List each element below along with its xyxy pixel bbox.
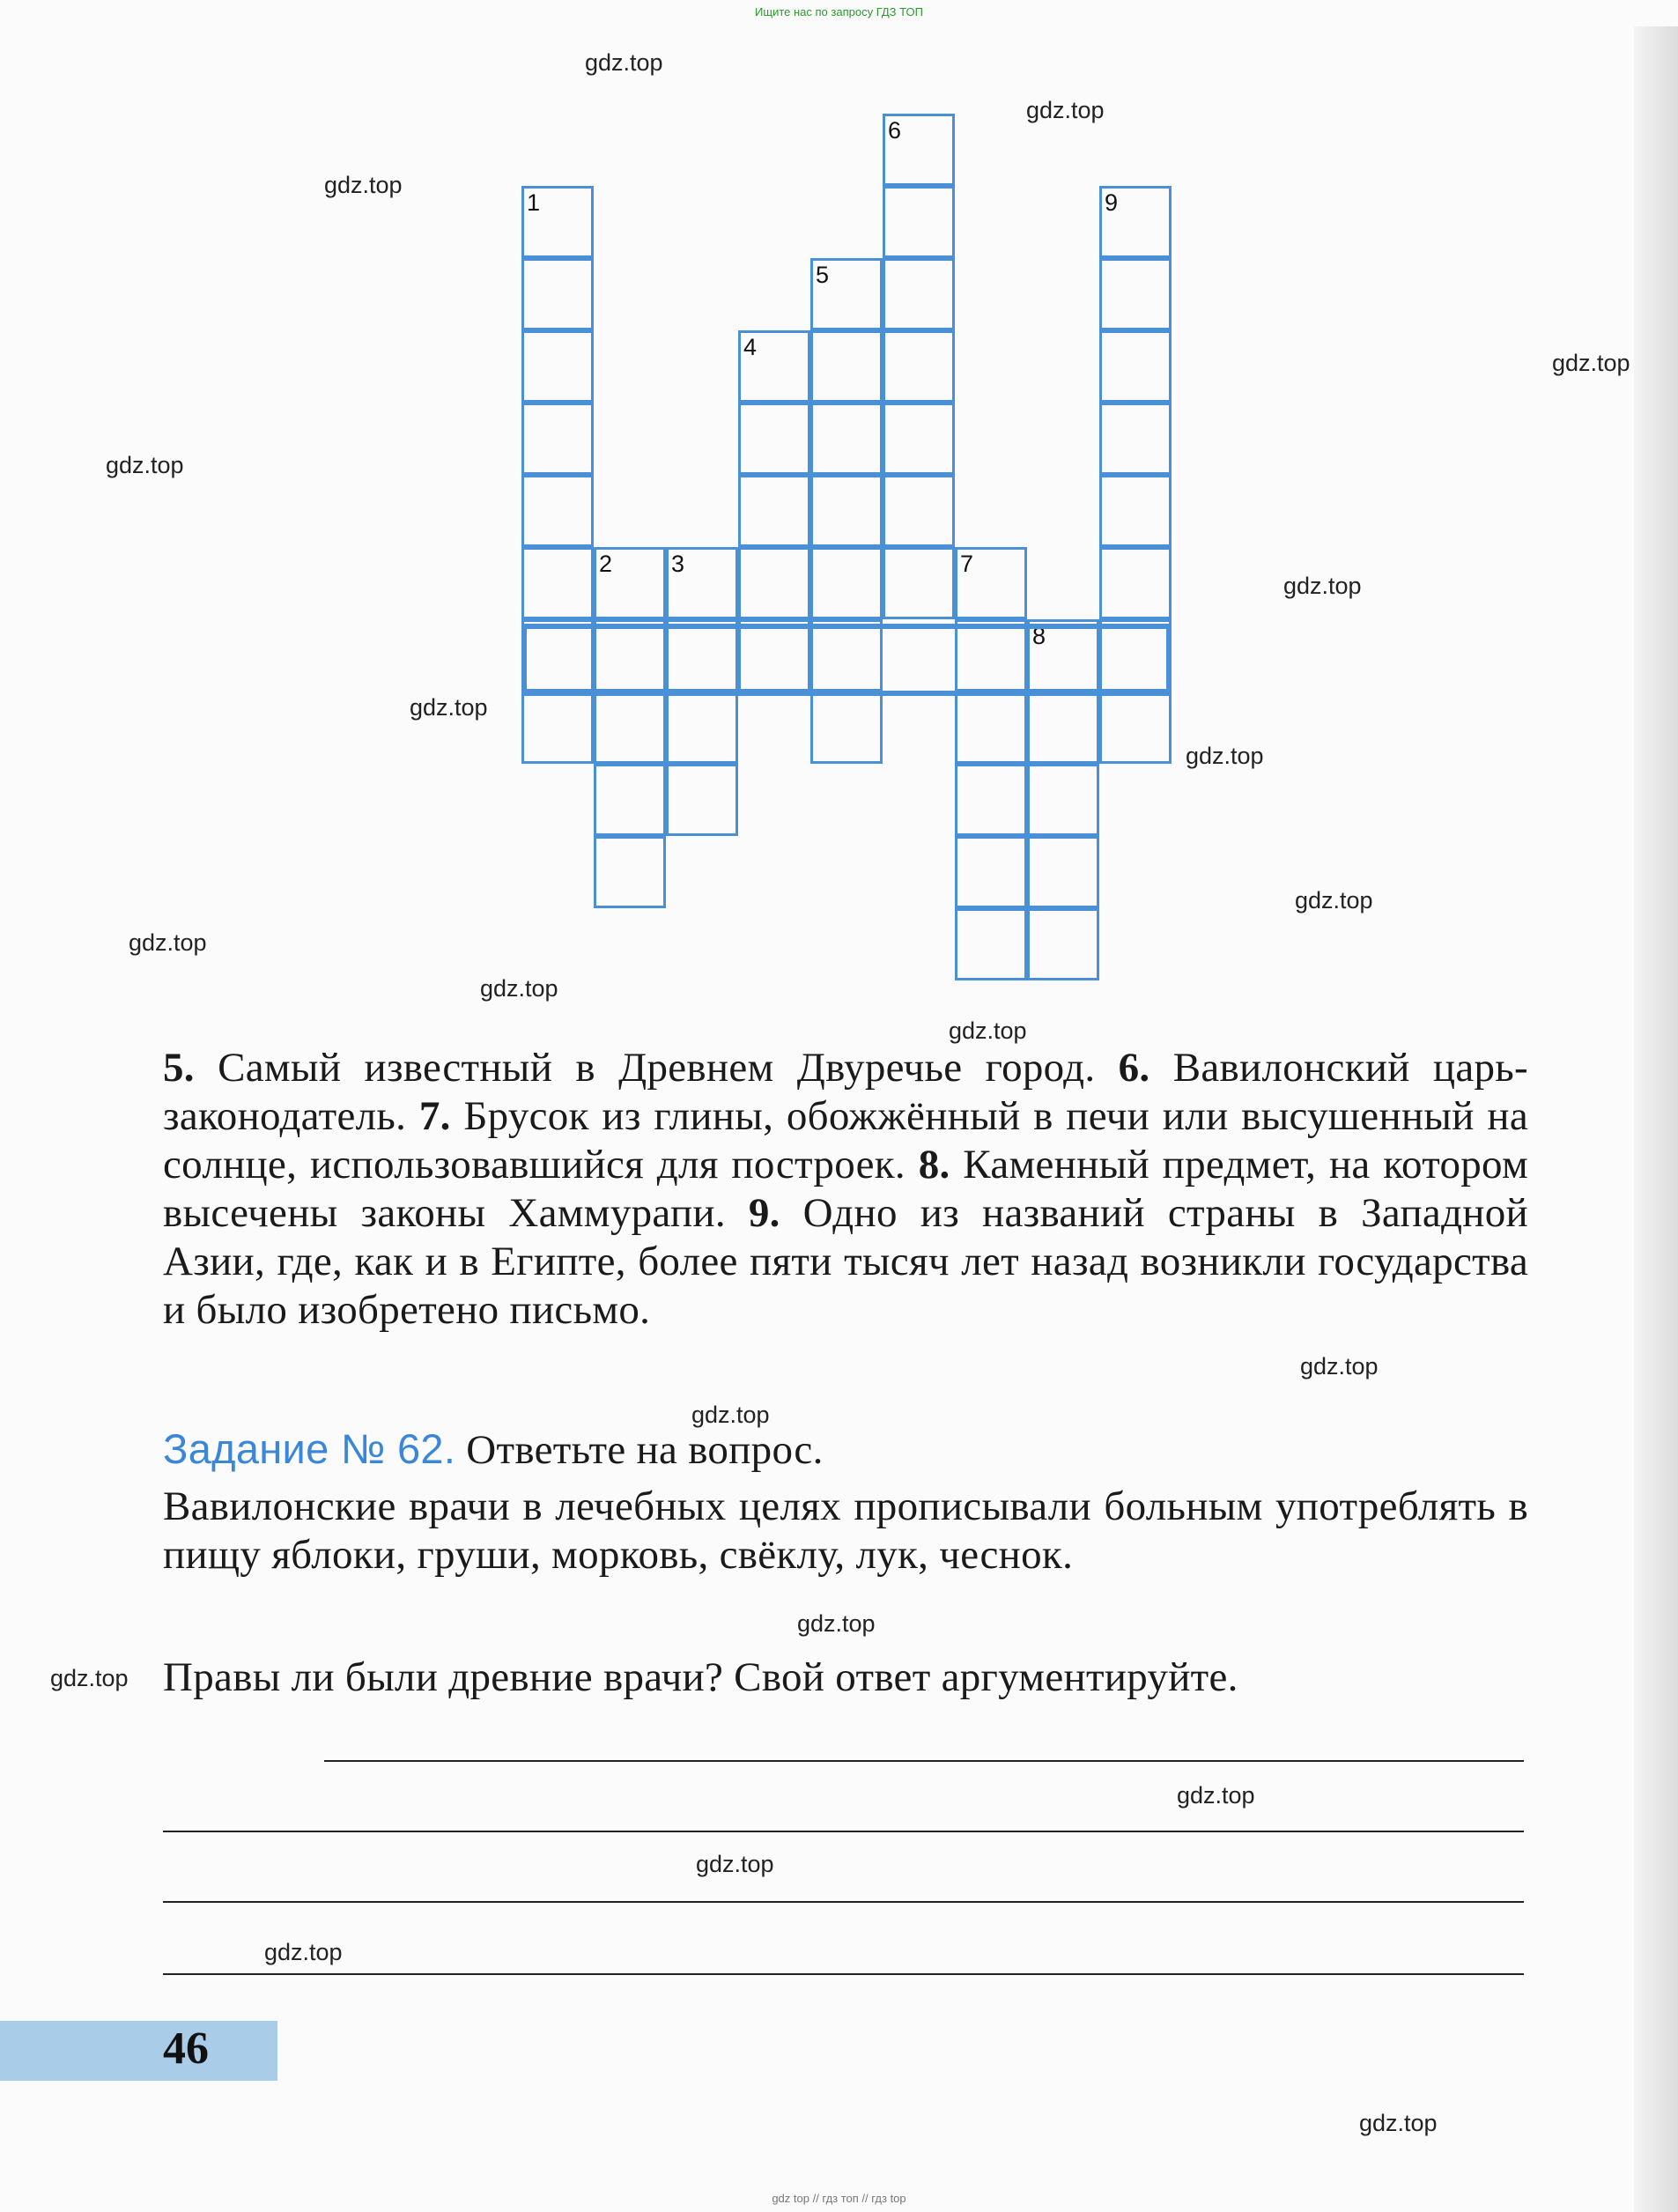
crossword-cell[interactable]	[666, 692, 738, 764]
crossword-cell[interactable]	[955, 908, 1027, 980]
crossword-cell[interactable]	[1099, 692, 1172, 764]
crossword-cell[interactable]	[521, 330, 594, 403]
crossword-cell[interactable]	[1027, 764, 1099, 836]
watermark-text[interactable]: gdz.top	[691, 1402, 770, 1428]
task-62-heading	[163, 1424, 1528, 1475]
watermark-text[interactable]: gdz.top	[797, 1610, 876, 1637]
watermark-text[interactable]: gdz.top	[1177, 1782, 1255, 1809]
crossword-cell[interactable]	[521, 403, 594, 475]
crossword-number-5: 5	[816, 262, 830, 288]
crossword-number-4: 4	[743, 334, 758, 360]
answer-line-4[interactable]	[163, 1973, 1524, 1975]
answer-line-3[interactable]	[163, 1901, 1524, 1903]
page-number-bar	[0, 2021, 277, 2081]
footer-note[interactable]: gdz top // гдз топ // гдз top	[772, 2192, 906, 2205]
watermark-text[interactable]: gdz.top	[129, 929, 207, 956]
crossword-cell[interactable]	[955, 692, 1027, 764]
watermark-text[interactable]: gdz.top	[1295, 887, 1373, 914]
crossword-cell[interactable]	[1027, 836, 1099, 908]
crossword-number-8: 8	[1032, 623, 1046, 649]
crossword-number-7: 7	[960, 551, 974, 577]
crossword-cell[interactable]	[738, 403, 810, 475]
crossword-cell[interactable]	[1099, 547, 1172, 619]
watermark-text[interactable]: gdz.top	[1359, 2110, 1438, 2136]
crossword-number-6: 6	[888, 117, 902, 144]
crossword-cell[interactable]	[1099, 330, 1172, 403]
watermark-text[interactable]: gdz.top	[50, 1665, 129, 1691]
crossword-cell[interactable]	[594, 836, 666, 908]
page-number: 46	[163, 2023, 209, 2074]
crossword-cell[interactable]	[738, 475, 810, 547]
clue-text-8: Каменный предмет, на котором высечены законы Хаммурапи.	[163, 1142, 1528, 1236]
clue-text-9: Одно из названий страны в Западной Азии, где, как и в Египте, более пяти тысяч лет назад возникли государства и было изобретено письмо.	[163, 1190, 1528, 1333]
crossword-number-1: 1	[527, 189, 541, 216]
crossword-cell[interactable]	[521, 547, 594, 619]
clue-number-9: 9.	[748, 1190, 780, 1236]
crossword-cell[interactable]	[810, 403, 883, 475]
answer-line-1[interactable]	[324, 1760, 1524, 1762]
crossword-number-3: 3	[671, 551, 685, 577]
clue-number-5: 5.	[163, 1045, 195, 1091]
watermark-text[interactable]: gdz.top	[264, 1939, 343, 1965]
watermark-text[interactable]: gdz.top	[1283, 573, 1362, 599]
watermark-text[interactable]: gdz.top	[324, 172, 403, 198]
crossword-cell[interactable]	[1099, 403, 1172, 475]
task-62-question: Правы ли были древние врачи? Свой ответ аргументируйте.	[163, 1654, 1238, 1700]
crossword-cell[interactable]	[666, 764, 738, 836]
crossword-cell[interactable]	[810, 475, 883, 547]
answer-line-2[interactable]	[163, 1831, 1524, 1832]
header-note[interactable]: Ищите нас по запросу ГДЗ ТОП	[755, 5, 923, 18]
crossword-cell[interactable]	[883, 403, 955, 475]
clue-text-6: Вавилонский царь-законодатель.	[163, 1045, 1528, 1139]
crossword-cell[interactable]	[883, 330, 955, 403]
watermark-text[interactable]: gdz.top	[106, 452, 184, 478]
crossword-number-2: 2	[599, 551, 613, 577]
watermark-text[interactable]: gdz.top	[1300, 1353, 1379, 1380]
crossword-clues	[163, 1044, 1528, 1335]
crossword-cell[interactable]	[521, 258, 594, 330]
crossword-cell[interactable]	[955, 764, 1027, 836]
watermark-text[interactable]: gdz.top	[1186, 743, 1264, 769]
clue-text-7: Брусок из глины, обожжённый в печи или высушенный на солнце, использовавшийся для построек.	[163, 1093, 1528, 1187]
clue-number-6: 6.	[1118, 1045, 1150, 1091]
crossword-number-9: 9	[1105, 189, 1119, 216]
crossword-cell[interactable]	[1099, 475, 1172, 547]
watermark-text[interactable]: gdz.top	[1026, 97, 1105, 123]
crossword-cell[interactable]	[521, 475, 594, 547]
task-62-label: Задание № 62.	[163, 1425, 456, 1472]
crossword-cell[interactable]	[810, 330, 883, 403]
clue-number-7: 7.	[418, 1093, 451, 1139]
watermark-text[interactable]: gdz.top	[480, 975, 558, 1002]
clue-number-8: 8.	[918, 1142, 950, 1187]
watermark-text[interactable]: gdz.top	[585, 49, 663, 76]
crossword-cell[interactable]	[883, 258, 955, 330]
crossword-cell[interactable]	[1027, 908, 1099, 980]
task-62-title: Ответьте на вопрос.	[455, 1427, 824, 1473]
clue-text-5: Самый известный в Древнем Двуречье город.	[194, 1045, 1119, 1091]
crossword-cell[interactable]	[594, 692, 666, 764]
task-62-paragraph: Вавилонские врачи в лечебных целях прописывали больным употреблять в пищу яблоки, груши, морковь, свёклу, лук, чеснок.	[163, 1483, 1528, 1578]
crossword-cell[interactable]	[883, 186, 955, 258]
crossword-cell[interactable]	[1099, 258, 1172, 330]
crossword-cell[interactable]	[810, 692, 883, 764]
crossword-cell[interactable]	[883, 547, 955, 619]
crossword-cell[interactable]	[521, 692, 594, 764]
page-binding-shadow	[1634, 26, 1678, 2212]
crossword-cell[interactable]	[883, 475, 955, 547]
watermark-text[interactable]: gdz.top	[949, 1017, 1027, 1044]
crossword-cell[interactable]	[594, 764, 666, 836]
crossword-key-row	[521, 624, 1172, 696]
watermark-text[interactable]: gdz.top	[696, 1851, 774, 1877]
watermark-text[interactable]: gdz.top	[410, 694, 488, 721]
crossword-cell[interactable]	[1027, 692, 1099, 764]
crossword-cell[interactable]	[810, 547, 883, 619]
watermark-text[interactable]: gdz.top	[1552, 350, 1630, 376]
crossword-cell[interactable]	[738, 547, 810, 619]
crossword-cell[interactable]	[955, 836, 1027, 908]
